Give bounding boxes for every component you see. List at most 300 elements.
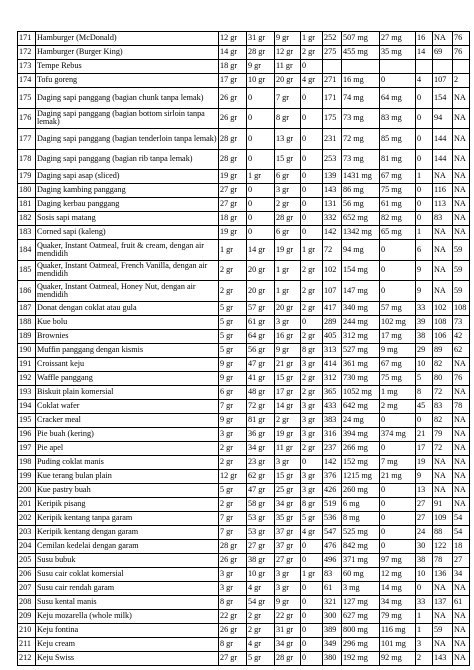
protein-cell: 2 gr (219, 441, 247, 455)
row-number: 175 (18, 88, 36, 109)
cholesterol-cell: 0 (380, 74, 416, 88)
table-row (18, 413, 470, 427)
calories-cell: 83 (323, 567, 342, 581)
col-11-cell: 62 (453, 343, 470, 357)
fat-cell: 15 gr (275, 149, 301, 170)
cholesterol-cell: 65 mg (380, 226, 416, 240)
sodium-cell: 730 mg (342, 371, 380, 385)
col-10-cell: 154 (433, 88, 453, 109)
sodium-cell: 192 mg (342, 651, 380, 665)
fiber-cell: 0 (301, 108, 323, 129)
col-10-cell: 79 (433, 427, 453, 441)
sugar-cell (416, 60, 433, 74)
sugar-cell: 38 (416, 329, 433, 343)
col-11-cell: NA (453, 198, 470, 212)
row-number: 192 (18, 371, 36, 385)
food-name: Susu cair rendah garam (36, 581, 219, 595)
calories-cell: 426 (323, 483, 342, 497)
fat-cell: 34 gr (275, 497, 301, 511)
sodium-cell: 1215 mg (342, 469, 380, 483)
protein-cell: 5 gr (219, 343, 247, 357)
col-10-cell: 94 (433, 108, 453, 129)
calories-cell: 312 (323, 371, 342, 385)
col-10-cell: NA (433, 281, 453, 302)
fat-cell: 25 gr (275, 483, 301, 497)
fat-cell: 1 gr (275, 281, 301, 302)
calories-cell: 380 (323, 651, 342, 665)
fat-cell: 3 gr (275, 581, 301, 595)
col-10-cell: 89 (433, 343, 453, 357)
protein-cell: 2 gr (219, 497, 247, 511)
sodium-cell: 1052 mg (342, 385, 380, 399)
cholesterol-cell: 9 mg (380, 343, 416, 357)
sugar-cell: 0 (416, 149, 433, 170)
table-row (18, 637, 470, 651)
sugar-cell: 0 (416, 212, 433, 226)
cholesterol-cell: 2 mg (380, 399, 416, 413)
carbohydrate-cell: 47 gr (247, 357, 275, 371)
carbohydrate-cell: 20 gr (247, 281, 275, 302)
food-name: Keripik kentang tanpa garam (36, 511, 219, 525)
sodium-cell: 72 mg (342, 129, 380, 150)
food-name: Susu cair coklat komersial (36, 567, 219, 581)
row-number: 203 (18, 525, 36, 539)
cholesterol-cell: 0 (380, 441, 416, 455)
col-11-cell: NA (453, 212, 470, 226)
table-row (18, 301, 470, 315)
sugar-cell: 17 (416, 441, 433, 455)
carbohydrate-cell: 1 gr (247, 170, 275, 184)
carbohydrate-cell: 64 gr (247, 329, 275, 343)
row-number: 196 (18, 427, 36, 441)
food-name: Keripik pisang (36, 497, 219, 511)
col-11-cell: 54 (453, 525, 470, 539)
protein-cell: 2 gr (219, 455, 247, 469)
sodium-cell: 8 mg (342, 511, 380, 525)
fiber-cell: 3 gr (301, 427, 323, 441)
sugar-cell: 0 (416, 413, 433, 427)
fat-cell: 20 gr (275, 301, 301, 315)
sodium-cell: 340 mg (342, 301, 380, 315)
food-name: Kue terang bulan plain (36, 469, 219, 483)
col-11-cell: NA (453, 149, 470, 170)
fiber-cell: 0 (301, 595, 323, 609)
protein-cell: 9 gr (219, 413, 247, 427)
col-11-cell: 61 (453, 595, 470, 609)
calories-cell: 405 (323, 329, 342, 343)
sodium-cell: 94 mg (342, 240, 380, 261)
food-name: Hamburger (McDonald) (36, 32, 219, 46)
calories-cell: 300 (323, 609, 342, 623)
sodium-cell: 3 mg (342, 581, 380, 595)
cholesterol-cell: 0 (380, 240, 416, 261)
fiber-cell: 4 gr (301, 74, 323, 88)
cholesterol-cell: 0 (380, 511, 416, 525)
col-10-cell (433, 60, 453, 74)
table-row (18, 371, 470, 385)
cholesterol-cell: 101 mg (380, 637, 416, 651)
sugar-cell: 1 (416, 226, 433, 240)
cholesterol-cell: 35 mg (380, 46, 416, 60)
row-number: 171 (18, 32, 36, 46)
food-name: Daging sapi panggang (bagian rib tanpa lemak) (36, 149, 219, 170)
calories-cell: 313 (323, 343, 342, 357)
sodium-cell: 266 mg (342, 441, 380, 455)
col-11-cell: 59 (453, 240, 470, 261)
food-name: Tempe Rebus (36, 60, 219, 74)
calories-cell: 536 (323, 511, 342, 525)
carbohydrate-cell: 0 (247, 212, 275, 226)
row-number: 188 (18, 315, 36, 329)
row-number: 205 (18, 553, 36, 567)
protein-cell: 7 gr (219, 525, 247, 539)
food-name: Tofu goreng (36, 74, 219, 88)
fiber-cell: 0 (301, 455, 323, 469)
carbohydrate-cell: 41 gr (247, 371, 275, 385)
fat-cell: 17 gr (275, 385, 301, 399)
table-row (18, 88, 470, 109)
fat-cell: 28 gr (275, 651, 301, 665)
sugar-cell: 10 (416, 357, 433, 371)
sugar-cell: 29 (416, 343, 433, 357)
food-name: Sosis sapi matang (36, 212, 219, 226)
protein-cell: 28 gr (219, 129, 247, 150)
fat-cell: 8 gr (275, 108, 301, 129)
carbohydrate-cell: 28 gr (247, 46, 275, 60)
protein-cell: 26 gr (219, 88, 247, 109)
fiber-cell: 0 (301, 623, 323, 637)
calories-cell: 142 (323, 226, 342, 240)
cholesterol-cell: 0 (380, 525, 416, 539)
fiber-cell: 3 gr (301, 483, 323, 497)
fat-cell: 35 gr (275, 511, 301, 525)
fat-cell: 16 gr (275, 329, 301, 343)
cholesterol-cell: 75 mg (380, 184, 416, 198)
cholesterol-cell (380, 60, 416, 74)
sugar-cell: 38 (416, 553, 433, 567)
calories-cell: 143 (323, 184, 342, 198)
sodium-cell: 16 mg (342, 74, 380, 88)
col-10-cell: 144 (433, 149, 453, 170)
fat-cell: 9 gr (275, 32, 301, 46)
carbohydrate-cell: 14 gr (247, 240, 275, 261)
row-number: 178 (18, 149, 36, 170)
protein-cell: 18 gr (219, 60, 247, 74)
food-name: Biskuit plain komersial (36, 385, 219, 399)
row-number: 197 (18, 441, 36, 455)
sugar-cell: 1 (416, 609, 433, 623)
calories-cell: 171 (323, 88, 342, 109)
calories-cell: 175 (323, 108, 342, 129)
food-name: Pie buah (kering) (36, 427, 219, 441)
table-row (18, 108, 470, 129)
calories-cell: 547 (323, 525, 342, 539)
fiber-cell: 3 gr (301, 357, 323, 371)
sugar-cell: 33 (416, 595, 433, 609)
fiber-cell: 3 gr (301, 469, 323, 483)
fat-cell: 2 gr (275, 413, 301, 427)
col-10-cell: 106 (433, 329, 453, 343)
protein-cell: 14 gr (219, 46, 247, 60)
cholesterol-cell: 85 mg (380, 129, 416, 150)
fiber-cell: 0 (301, 539, 323, 553)
row-number: 176 (18, 108, 36, 129)
cholesterol-cell: 0 (380, 483, 416, 497)
row-number: 204 (18, 539, 36, 553)
col-11-cell: 76 (453, 371, 470, 385)
protein-cell: 9 gr (219, 371, 247, 385)
sodium-cell: 127 mg (342, 595, 380, 609)
fiber-cell: 2 gr (301, 46, 323, 60)
carbohydrate-cell: 53 gr (247, 511, 275, 525)
col-10-cell: 109 (433, 511, 453, 525)
fiber-cell: 0 (301, 609, 323, 623)
table-row (18, 525, 470, 539)
carbohydrate-cell: 53 gr (247, 525, 275, 539)
calories-cell: 139 (323, 170, 342, 184)
sodium-cell: 525 mg (342, 525, 380, 539)
sodium-cell: 312 mg (342, 329, 380, 343)
cholesterol-cell: 102 mg (380, 315, 416, 329)
cholesterol-cell: 0 (380, 260, 416, 281)
row-number: 191 (18, 357, 36, 371)
sodium-cell: 73 mg (342, 149, 380, 170)
calories-cell: 376 (323, 469, 342, 483)
calories-cell: 383 (323, 413, 342, 427)
col-10-cell: 116 (433, 184, 453, 198)
protein-cell: 12 gr (219, 469, 247, 483)
sodium-cell: 652 mg (342, 212, 380, 226)
table-row (18, 226, 470, 240)
table-row (18, 427, 470, 441)
col-11-cell: NA (453, 637, 470, 651)
sodium-cell: 154 mg (342, 260, 380, 281)
table-row (18, 483, 470, 497)
sodium-cell: 24 mg (342, 413, 380, 427)
protein-cell: 5 gr (219, 329, 247, 343)
fat-cell: 9 gr (275, 343, 301, 357)
fat-cell: 11 gr (275, 60, 301, 74)
fiber-cell: 0 (301, 226, 323, 240)
fat-cell: 34 gr (275, 637, 301, 651)
sugar-cell: 30 (416, 539, 433, 553)
carbohydrate-cell: 36 gr (247, 427, 275, 441)
food-name: Keju mozarella (whole milk) (36, 609, 219, 623)
fat-cell: 3 gr (275, 184, 301, 198)
fat-cell: 31 gr (275, 623, 301, 637)
table-row (18, 74, 470, 88)
table-row (18, 553, 470, 567)
table-row (18, 343, 470, 357)
fat-cell: 37 gr (275, 539, 301, 553)
row-number: 180 (18, 184, 36, 198)
food-name: Keju cream (36, 637, 219, 651)
row-number: 206 (18, 567, 36, 581)
sugar-cell: 1 (416, 623, 433, 637)
protein-cell: 5 gr (219, 301, 247, 315)
col-11-cell: 108 (453, 301, 470, 315)
fiber-cell: 1 gr (301, 240, 323, 261)
fat-cell: 9 gr (275, 595, 301, 609)
protein-cell: 26 gr (219, 623, 247, 637)
fat-cell: 2 gr (275, 198, 301, 212)
table-row (18, 329, 470, 343)
calories-cell: 131 (323, 198, 342, 212)
sodium-cell: 455 mg (342, 46, 380, 60)
food-name: Keju fontina (36, 623, 219, 637)
calories-cell: 414 (323, 357, 342, 371)
carbohydrate-cell: 0 (247, 198, 275, 212)
sugar-cell: 2 (416, 651, 433, 665)
cholesterol-cell: 81 mg (380, 149, 416, 170)
sugar-cell: 8 (416, 385, 433, 399)
protein-cell: 17 gr (219, 74, 247, 88)
protein-cell: 22 gr (219, 609, 247, 623)
carbohydrate-cell: 2 gr (247, 623, 275, 637)
calories-cell: 519 (323, 497, 342, 511)
fiber-cell: 3 gr (301, 413, 323, 427)
row-number: 173 (18, 60, 36, 74)
sodium-cell: 244 mg (342, 315, 380, 329)
col-11-cell: NA (453, 469, 470, 483)
sodium-cell: 371 mg (342, 553, 380, 567)
col-10-cell: 88 (433, 525, 453, 539)
protein-cell: 28 gr (219, 149, 247, 170)
sugar-cell: 0 (416, 581, 433, 595)
protein-cell: 26 gr (219, 553, 247, 567)
row-number: 200 (18, 483, 36, 497)
col-11-cell: 2 (453, 74, 470, 88)
col-10-cell: 143 (433, 651, 453, 665)
col-10-cell: 136 (433, 567, 453, 581)
sodium-cell: 361 mg (342, 357, 380, 371)
protein-cell: 7 gr (219, 511, 247, 525)
food-name: Keju Swiss (36, 651, 219, 665)
col-10-cell: NA (433, 455, 453, 469)
col-11-cell: 27 (453, 553, 470, 567)
carbohydrate-cell: 23 gr (247, 455, 275, 469)
sodium-cell: 147 mg (342, 281, 380, 302)
calories-cell: 349 (323, 637, 342, 651)
cholesterol-cell: 17 mg (380, 329, 416, 343)
carbohydrate-cell: 34 gr (247, 441, 275, 455)
sodium-cell: 60 mg (342, 567, 380, 581)
carbohydrate-cell: 20 gr (247, 260, 275, 281)
sodium-cell: 74 mg (342, 88, 380, 109)
calories-cell: 72 (323, 240, 342, 261)
carbohydrate-cell: 47 gr (247, 483, 275, 497)
col-11-cell: NA (453, 441, 470, 455)
cholesterol-cell: 64 mg (380, 88, 416, 109)
calories-cell: 275 (323, 46, 342, 60)
carbohydrate-cell: 0 (247, 129, 275, 150)
sugar-cell: 39 (416, 315, 433, 329)
fiber-cell: 0 (301, 149, 323, 170)
fiber-cell: 0 (301, 129, 323, 150)
row-number: 211 (18, 637, 36, 651)
cholesterol-cell: 0 (380, 539, 416, 553)
col-11-cell: 76 (453, 32, 470, 46)
row-number: 210 (18, 623, 36, 637)
col-10-cell: NA (433, 226, 453, 240)
col-10-cell: 83 (433, 212, 453, 226)
fiber-cell: 0 (301, 553, 323, 567)
col-11-cell: NA (453, 129, 470, 150)
sodium-cell: 394 mg (342, 427, 380, 441)
food-name: Coklat wafer (36, 399, 219, 413)
row-number: 190 (18, 343, 36, 357)
col-11-cell: 73 (453, 315, 470, 329)
carbohydrate-cell: 4 gr (247, 581, 275, 595)
food-name: Susu kental manis (36, 595, 219, 609)
carbohydrate-cell: 0 (247, 184, 275, 198)
protein-cell: 27 gr (219, 198, 247, 212)
col-10-cell: NA (433, 609, 453, 623)
protein-cell: 26 gr (219, 108, 247, 129)
food-name: Cemilan kedelai dengan garam (36, 539, 219, 553)
fat-cell: 21 gr (275, 357, 301, 371)
row-number: 189 (18, 329, 36, 343)
cholesterol-cell: 34 mg (380, 595, 416, 609)
fat-cell: 19 gr (275, 427, 301, 441)
fat-cell: 15 gr (275, 371, 301, 385)
sodium-cell: 527 mg (342, 343, 380, 357)
col-10-cell: 102 (433, 301, 453, 315)
sugar-cell: 0 (416, 129, 433, 150)
calories-cell: 237 (323, 441, 342, 455)
sodium-cell: 86 mg (342, 184, 380, 198)
col-11-cell: 78 (453, 399, 470, 413)
food-name: Keripik kentang dengan garam (36, 525, 219, 539)
fiber-cell: 2 gr (301, 441, 323, 455)
sugar-cell: 4 (416, 74, 433, 88)
food-name: Corned sapi (kaleng) (36, 226, 219, 240)
carbohydrate-cell: 0 (247, 149, 275, 170)
sugar-cell: 24 (416, 525, 433, 539)
row-number: 209 (18, 609, 36, 623)
protein-cell: 2 gr (219, 281, 247, 302)
protein-cell: 8 gr (219, 637, 247, 651)
fat-cell: 22 gr (275, 609, 301, 623)
food-name: Donat dengan coklat atau gula (36, 301, 219, 315)
sodium-cell: 800 mg (342, 623, 380, 637)
sugar-cell: 13 (416, 483, 433, 497)
col-11-cell: NA (453, 497, 470, 511)
calories-cell (323, 60, 342, 74)
col-10-cell: NA (433, 581, 453, 595)
table-row (18, 170, 470, 184)
fiber-cell: 2 gr (301, 385, 323, 399)
table-row (18, 469, 470, 483)
food-name: Daging kerbau panggang (36, 198, 219, 212)
calories-cell: 316 (323, 427, 342, 441)
fat-cell: 3 gr (275, 315, 301, 329)
col-10-cell: NA (433, 170, 453, 184)
table-row (18, 567, 470, 581)
protein-cell: 18 gr (219, 212, 247, 226)
col-10-cell: 82 (433, 413, 453, 427)
sugar-cell: 0 (416, 88, 433, 109)
fiber-cell: 2 gr (301, 260, 323, 281)
col-11-cell: NA (453, 427, 470, 441)
table-row (18, 623, 470, 637)
table-row (18, 149, 470, 170)
cholesterol-cell: 57 mg (380, 301, 416, 315)
col-11-cell: NA (453, 108, 470, 129)
col-10-cell: 108 (433, 315, 453, 329)
table-row (18, 511, 470, 525)
nutrition-table (17, 31, 470, 666)
